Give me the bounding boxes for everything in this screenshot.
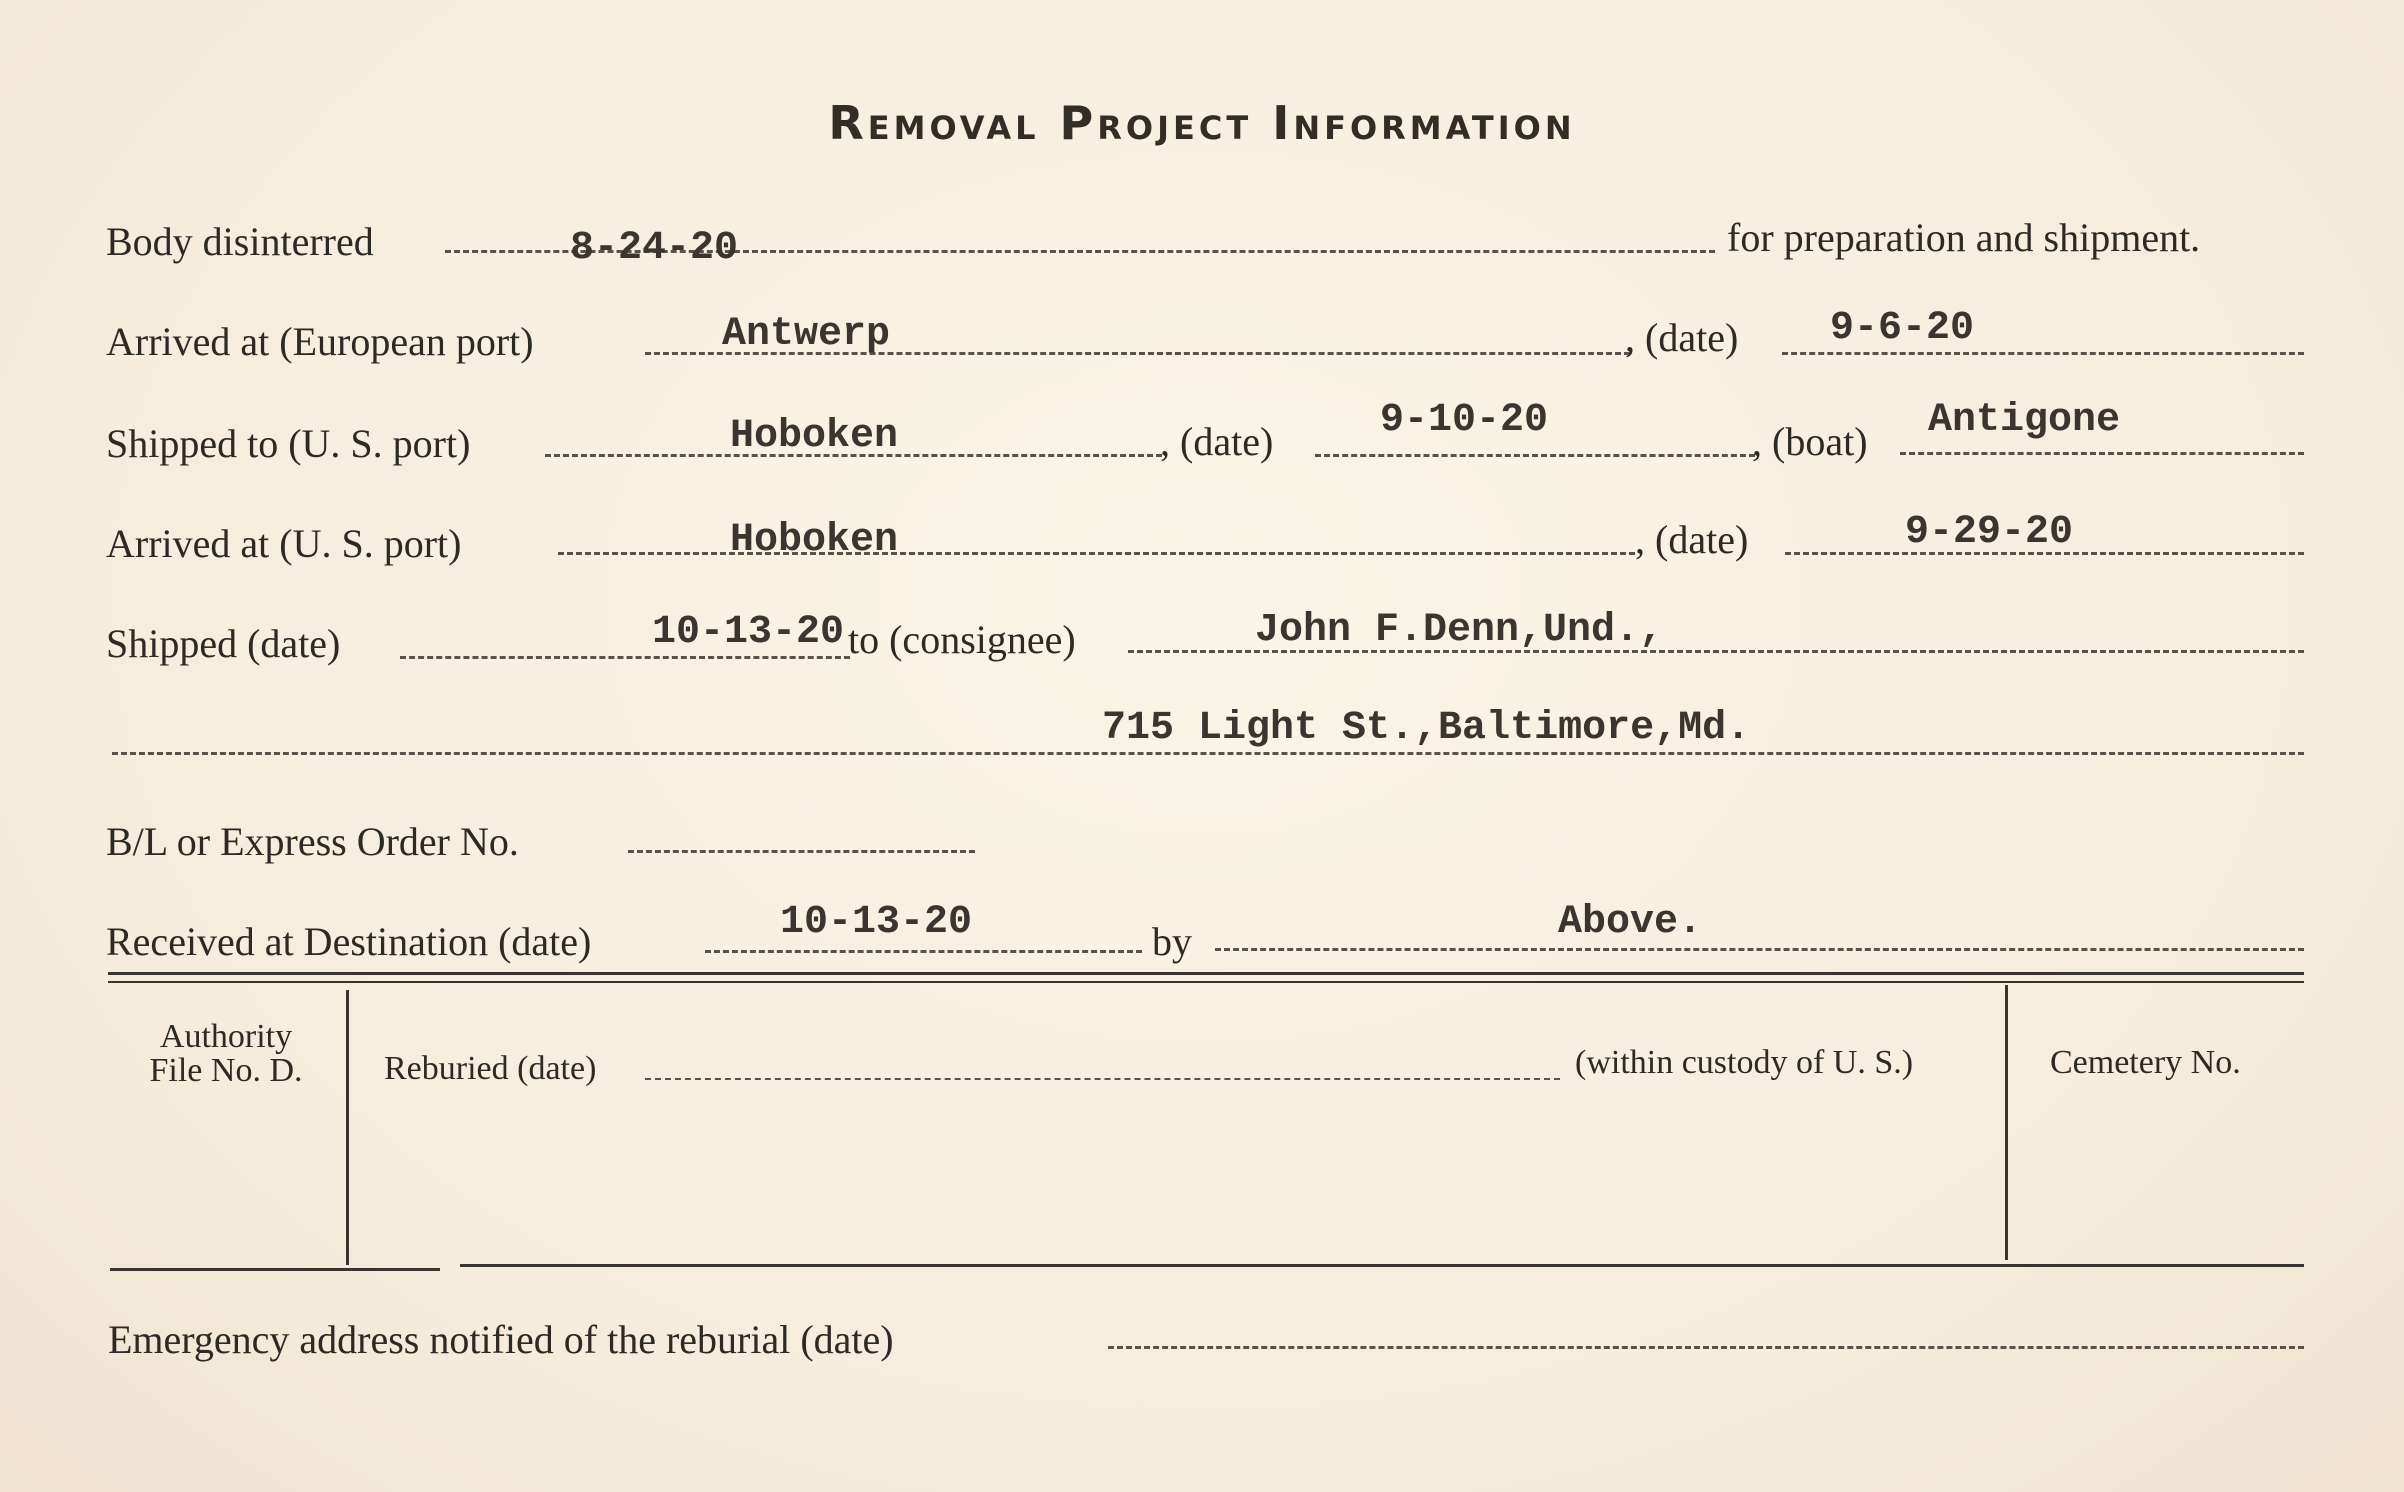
cemetery-label: Cemetery No. — [2050, 1044, 2241, 1081]
arrived-european-value: Antwerp — [722, 312, 891, 357]
received-by-label: by — [1152, 919, 1192, 964]
authority-label — [110, 1020, 342, 1088]
shipped-us-date-line — [1315, 454, 1755, 457]
box-divider-left — [346, 990, 349, 1265]
body-disinterred-value: 8-24-20 — [570, 226, 739, 271]
arrived-us-line — [558, 552, 1635, 555]
box-top-rule-inner — [108, 981, 2304, 983]
body-disinterred-label: Body disinterred — [106, 219, 374, 264]
shipped-us-value: Hoboken — [730, 414, 899, 459]
box-bottom-rule-left — [110, 1268, 440, 1271]
received-label: Received at Destination (date) — [106, 919, 592, 964]
shipped-us-boat-label: , (boat) — [1752, 419, 1868, 464]
page-title: Removal Project Information — [828, 96, 1576, 150]
reburied-label: Reburied (date) — [384, 1050, 597, 1087]
custody-label: (within custody of U. S.) — [1575, 1044, 1914, 1081]
shipped-date-line — [400, 656, 850, 659]
emergency-line — [1108, 1346, 2304, 1349]
consignee-value: John F.Denn,Und., — [1255, 608, 1664, 653]
shipped-date-label: Shipped (date) — [106, 621, 341, 666]
arrived-us-date-label: , (date) — [1635, 517, 1749, 562]
received-value: 10-13-20 — [780, 900, 973, 945]
arrived-european-date: 9-6-20 — [1830, 306, 1975, 351]
received-line — [705, 950, 1142, 953]
shipped-date-value: 10-13-20 — [652, 610, 845, 655]
arrived-us-date: 9-29-20 — [1905, 510, 2074, 555]
shipped-us-date: 9-10-20 — [1380, 398, 1549, 443]
box-bottom-rule — [460, 1264, 2304, 1267]
received-by-line — [1215, 948, 2304, 951]
box-top-rule — [108, 972, 2304, 975]
address-value: 715 Light St.,Baltimore,Md. — [1102, 706, 1751, 751]
arrived-us-value: Hoboken — [730, 518, 899, 563]
arrived-us-label: Arrived at (U. S. port) — [106, 521, 462, 566]
address-line — [112, 752, 2304, 755]
bl-order-line — [628, 850, 975, 853]
shipped-us-label: Shipped to (U. S. port) — [106, 421, 471, 466]
bl-order-label: B/L or Express Order No. — [106, 819, 519, 864]
shipped-us-date-label: , (date) — [1160, 419, 1274, 464]
consignee-label: to (consignee) — [848, 617, 1076, 662]
arrived-european-label: Arrived at (European port) — [106, 319, 534, 364]
arrived-european-date-line — [1782, 352, 2304, 355]
reburied-line — [645, 1078, 1560, 1080]
received-by-value: Above. — [1558, 900, 1703, 945]
arrived-european-date-label: , (date) — [1625, 315, 1739, 360]
authority-line2: File No. D. — [149, 1052, 303, 1089]
shipped-us-boat-line — [1900, 452, 2304, 455]
box-divider-right — [2005, 985, 2008, 1260]
emergency-label: Emergency address notified of the reburial (date) — [108, 1317, 894, 1362]
shipped-us-boat: Antigone — [1928, 398, 2121, 443]
body-disinterred-suffix: for preparation and shipment. — [1727, 215, 2201, 260]
authority-line1: Authority — [159, 1018, 293, 1055]
